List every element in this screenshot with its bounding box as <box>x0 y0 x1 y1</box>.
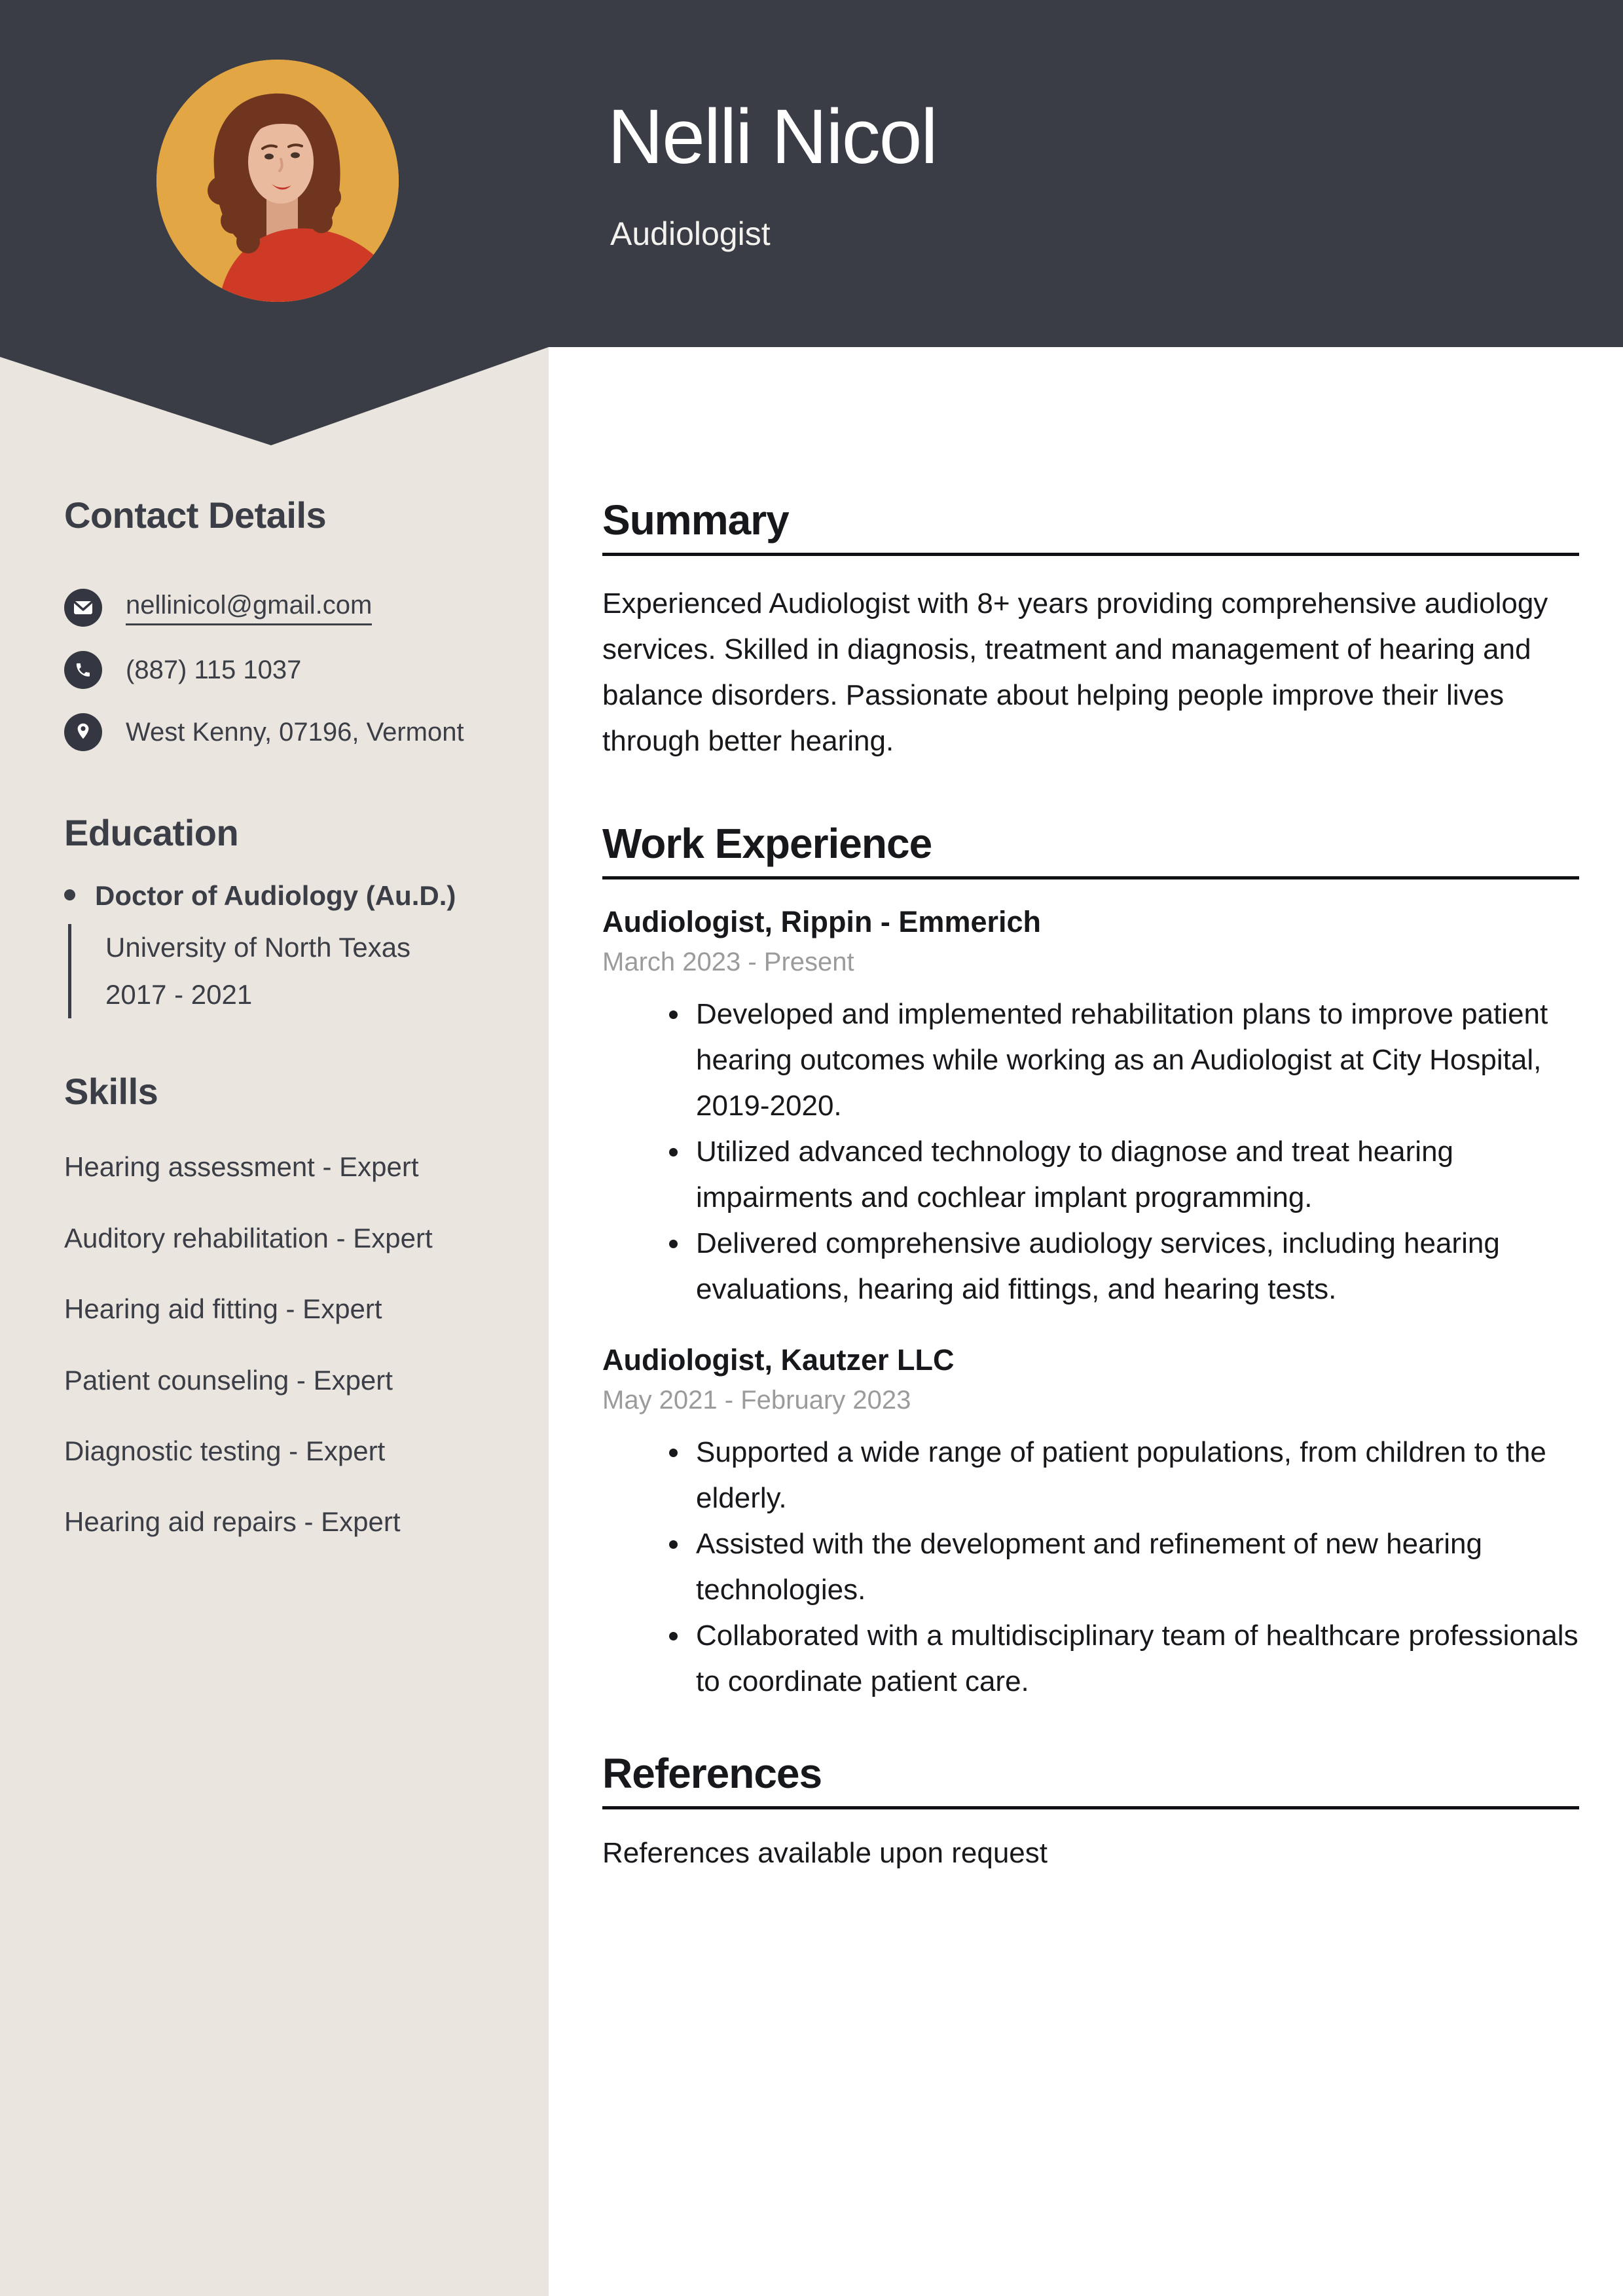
education-details <box>68 924 503 1018</box>
person-title: Audiologist <box>610 215 771 252</box>
job-period: March 2023 - Present <box>602 947 854 976</box>
skill-item: Auditory rehabilitation - Expert <box>64 1222 433 1253</box>
references-heading: References <box>602 1750 822 1797</box>
skills-heading: Skills <box>64 1071 158 1112</box>
skill-item: Diagnostic testing - Expert <box>64 1435 386 1466</box>
summary-divider <box>602 553 1579 556</box>
job-bullet: • Supported a wide range of patient populations, from children to the elderly. <box>691 1430 1579 1521</box>
education-school: University of North Texas <box>105 931 411 963</box>
email-icon <box>64 589 102 627</box>
job-bullet: • Assisted with the development and refinement of new hearing technologies. <box>691 1521 1579 1613</box>
job-title: Audiologist, Rippin - Emmerich <box>602 904 1042 938</box>
person-name: Nelli Nicol <box>608 94 937 180</box>
email-link[interactable]: nellinicol@gmail.com <box>126 591 372 625</box>
contact-heading: Contact Details <box>64 494 327 536</box>
job-bullet: • Utilized advanced technology to diagnose and treat hearing impairments and cochlear implant programming. <box>691 1129 1579 1221</box>
job-period: May 2021 - February 2023 <box>602 1385 911 1415</box>
profile-photo-illustration <box>156 60 399 302</box>
phone-text: (887) 115 1037 <box>126 655 302 684</box>
job-title: Audiologist, Kautzer LLC <box>602 1342 955 1377</box>
phone-icon <box>64 651 102 689</box>
education-degree-row <box>64 879 503 914</box>
contact-row-email <box>64 589 496 627</box>
work-experience-heading: Work Experience <box>602 820 932 867</box>
education-heading: Education <box>64 812 239 853</box>
job-bullet-list <box>602 1430 1579 1705</box>
job-bullet: • Delivered comprehensive audiology services, including hearing evaluations, hearing aid fittings, and hearing tests. <box>691 1221 1579 1312</box>
skill-item: Hearing aid fitting - Expert <box>64 1293 382 1325</box>
location-text: West Kenny, 07196, Vermont <box>126 717 464 747</box>
summary-heading: Summary <box>602 496 789 544</box>
contact-row-location <box>64 713 496 751</box>
education-section <box>64 812 503 1018</box>
references-divider <box>602 1806 1579 1809</box>
summary-text: Experienced Audiologist with 8+ years providing comprehensive audiology services. Skilled in diagnosis, treatment and management of hearing and balance disorders. Passionate about helping people improve their lives through better hearing. <box>602 587 1548 757</box>
location-icon <box>64 713 102 751</box>
summary-section <box>602 496 1579 764</box>
work-experience-divider <box>602 876 1579 880</box>
work-experience-section <box>602 820 1579 1705</box>
job-bullet: • Collaborated with a multidisciplinary team of healthcare professionals to coordinate patient care. <box>691 1613 1579 1705</box>
contact-list <box>64 589 496 751</box>
education-degree: Doctor of Audiology (Au.D.) <box>95 880 456 912</box>
references-section <box>602 1750 1579 1870</box>
contact-row-phone <box>64 651 496 689</box>
skill-item: Hearing aid repairs - Expert <box>64 1506 401 1538</box>
education-years: 2017 - 2021 <box>105 978 253 1010</box>
job-entry <box>602 904 1579 1312</box>
job-entry <box>602 1342 1579 1705</box>
contact-section <box>64 494 496 751</box>
bullet-dot-icon <box>64 889 75 900</box>
skills-list <box>64 1151 516 1538</box>
skill-item: Patient counseling - Expert <box>64 1364 393 1396</box>
skill-item: Hearing assessment - Expert <box>64 1151 419 1183</box>
job-bullet-list <box>602 991 1579 1312</box>
references-text: References available upon request <box>602 1836 1048 1869</box>
job-bullet: • Developed and implemented rehabilitation plans to improve patient hearing outcomes while working as an Audiologist at City Hospital, 2019-2020. <box>691 991 1579 1129</box>
profile-photo <box>156 60 399 302</box>
skills-section <box>64 1071 516 1539</box>
